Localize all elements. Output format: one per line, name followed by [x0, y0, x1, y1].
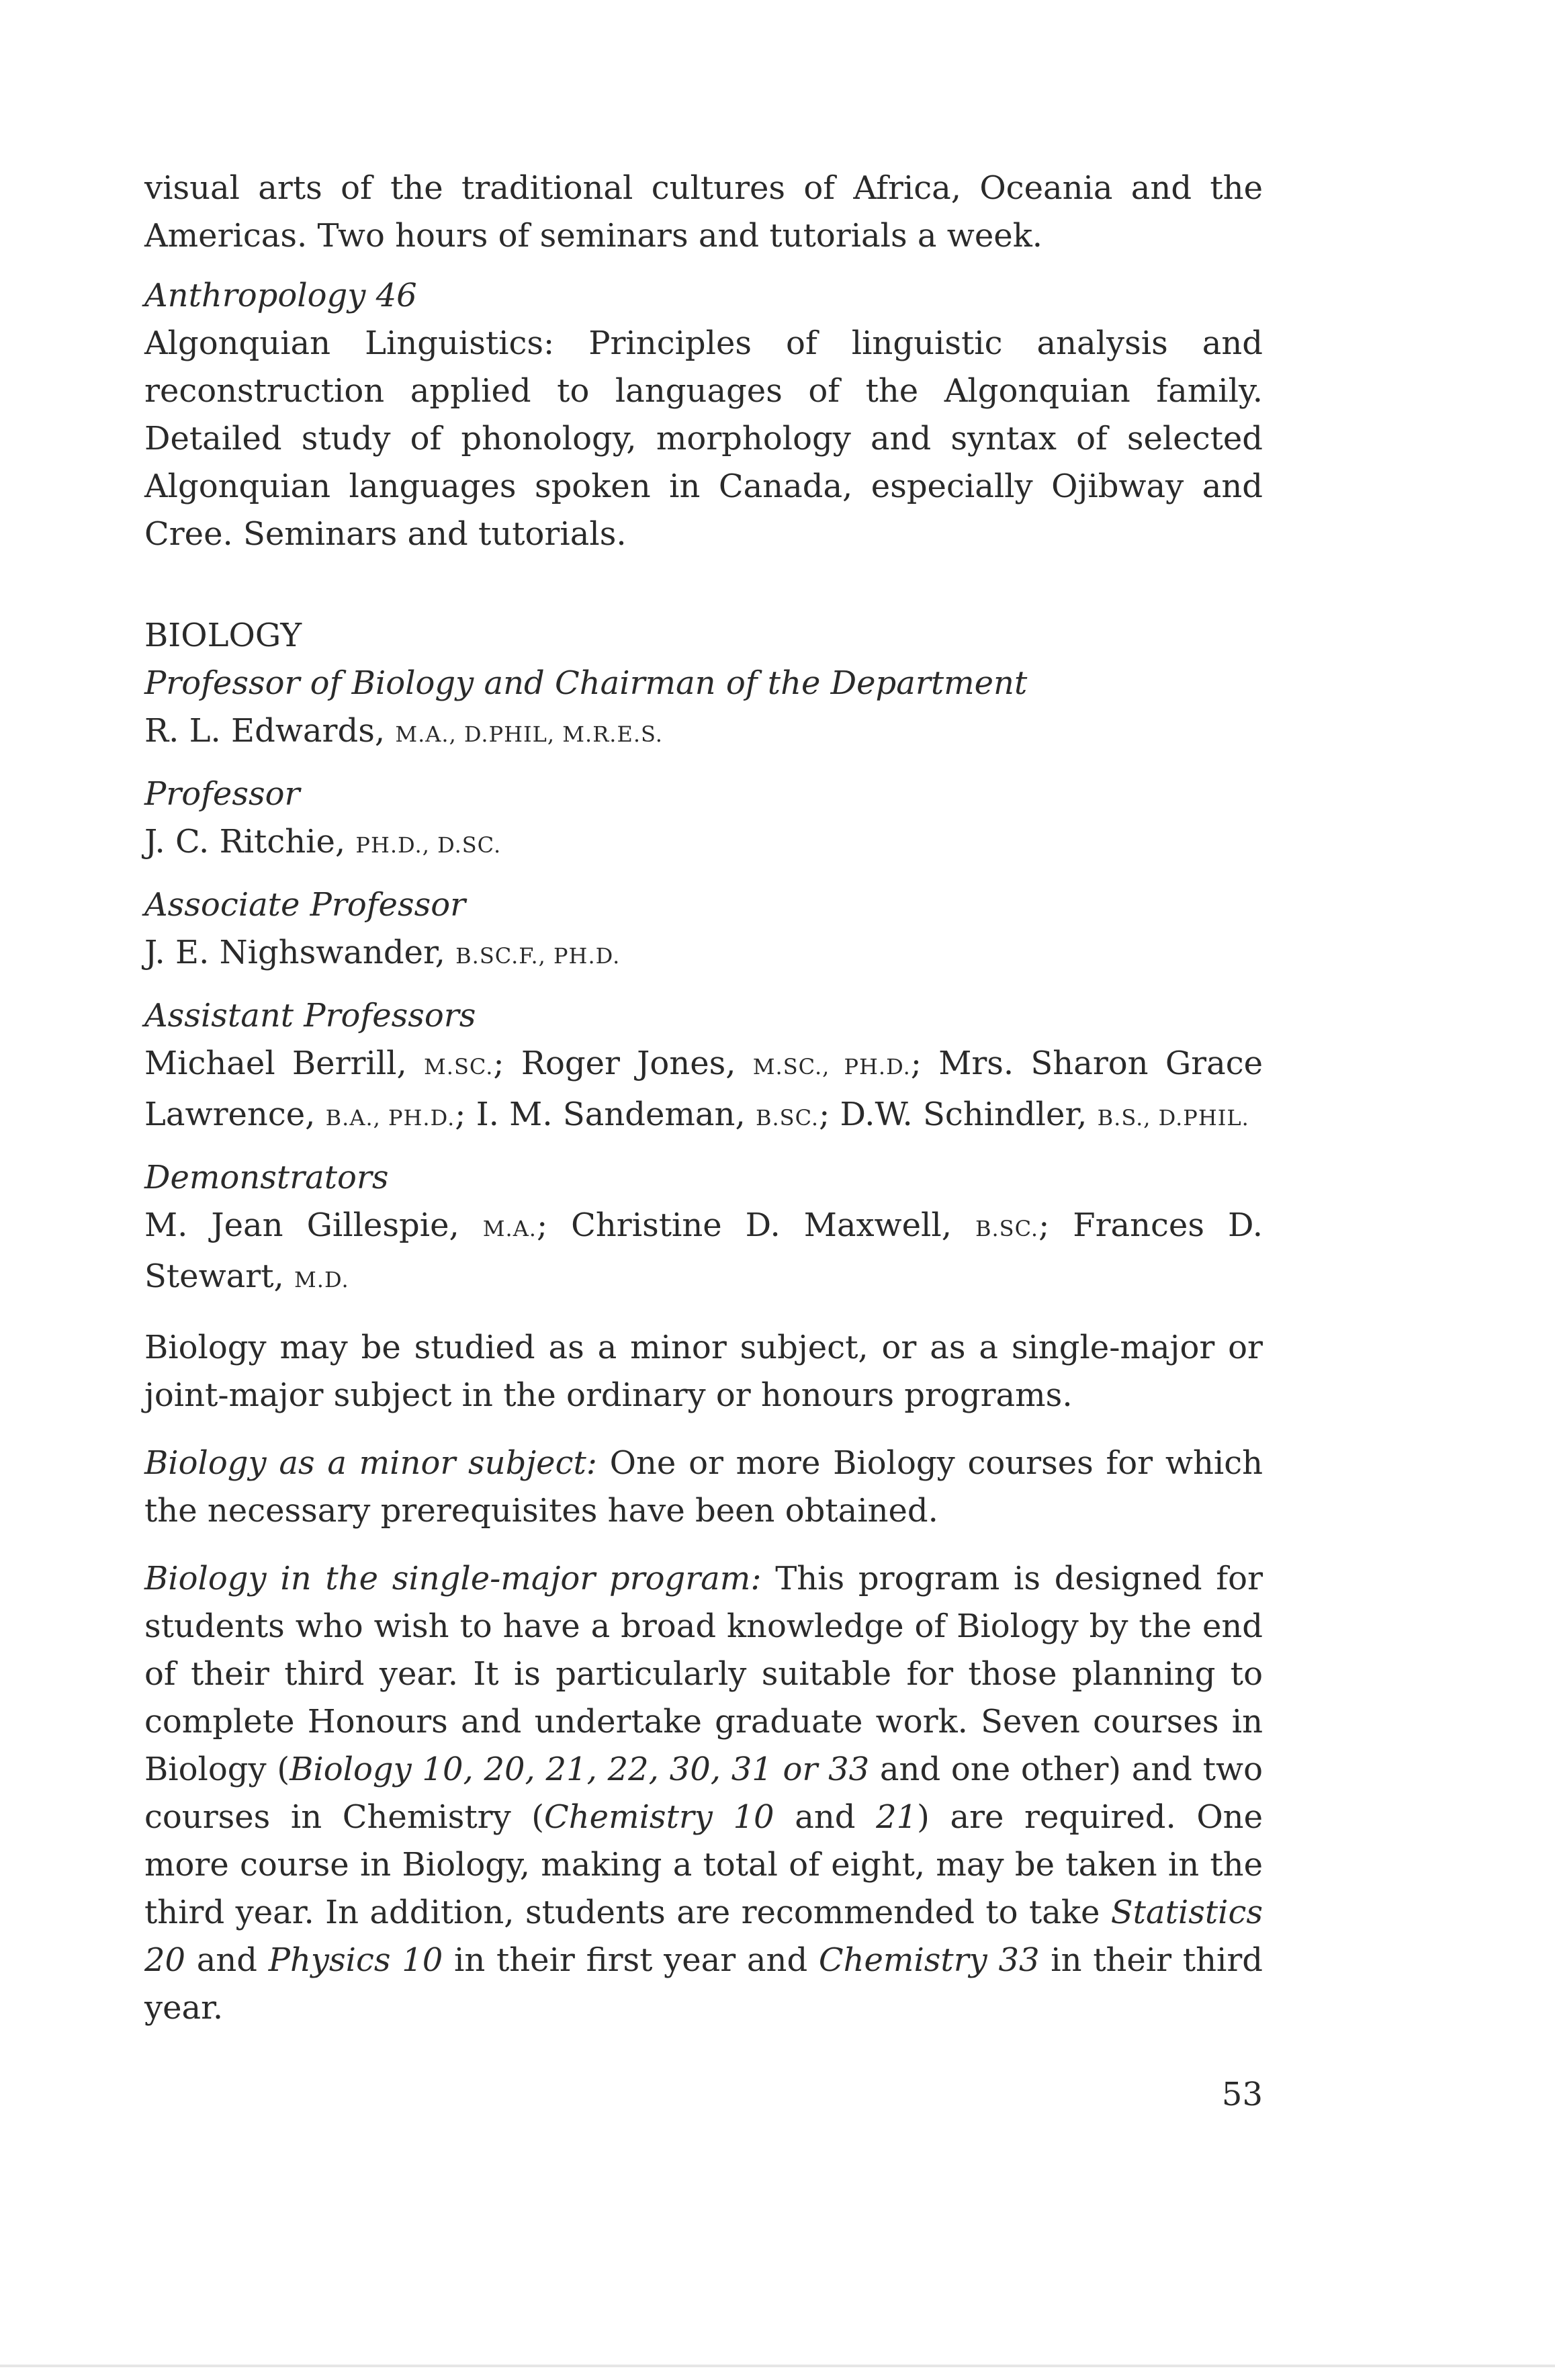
single-major-text: in their first year and	[443, 1941, 819, 1979]
professor-title: Professor	[144, 775, 300, 813]
single-major-text: and	[774, 1798, 877, 1836]
single-major-text: in their third year.	[144, 1941, 1263, 2027]
demonstrators-list	[144, 1202, 1263, 1304]
assistant-professors-title: Assistant Professors	[144, 997, 476, 1034]
minor-subject-label: Biology as a minor subject:	[144, 1444, 597, 1482]
minor-subject-text: One or more Biology courses for which the necessary prerequisites have been obtained.	[144, 1444, 1263, 1530]
minor-subject-paragraph	[144, 1440, 1263, 1535]
separator: ;	[455, 1096, 476, 1133]
intro-paragraph	[144, 165, 1263, 260]
single-major-text: This program is designed for students who wish to have a broad knowledge of Biology by the end of their third year. It is particularly suitable for those planning to complete Honours and undertake graduate work. Seven courses in Biology (	[144, 1560, 1263, 1788]
faculty-degrees: PH.D., D.SC.	[355, 832, 502, 858]
separator: ;	[1038, 1206, 1073, 1244]
course-reference: 21	[876, 1798, 918, 1836]
faculty-degrees: B.A., PH.D.	[325, 1105, 455, 1131]
assistant-professors-list	[144, 1040, 1263, 1142]
faculty-name: J. E. Nighswander,	[144, 934, 456, 971]
faculty-name: Frances D. Stewart,	[144, 1206, 1263, 1295]
page-content	[144, 165, 1263, 2032]
faculty-degrees: B.S., D.PHIL.	[1097, 1105, 1249, 1131]
associate-professor-entry	[144, 929, 1263, 980]
course-reference: Physics 10	[268, 1941, 443, 1979]
page-bottom-edge	[0, 2365, 1555, 2367]
course-reference: Biology 10, 20, 21, 22, 30, 31 or 33	[290, 1751, 870, 1788]
single-major-text: ) are required. One more course in Biology, making a total of eight, may be taken in the third year. In addition, students are recommended to take	[144, 1798, 1263, 1931]
biology-overview-paragraph: Biology may be studied as a minor subject, or as a single-major or joint-major subject in the ordinary or honours programs.	[144, 1329, 1263, 1414]
single-major-text: and one other) and two courses in Chemistry (	[144, 1751, 1263, 1836]
faculty-degrees: M.A.	[482, 1216, 537, 1241]
faculty-degrees: B.SC.F., PH.D.	[455, 943, 621, 969]
professor-entry	[144, 818, 1263, 869]
faculty-degrees: M.SC.	[424, 1054, 494, 1079]
separator: ;	[536, 1206, 572, 1244]
separator: ;	[819, 1096, 840, 1133]
faculty-name: R. L. Edwards,	[144, 712, 396, 750]
biology-section-heading: BIOLOGY	[144, 617, 302, 654]
faculty-name: Michael Berrill,	[144, 1045, 425, 1082]
faculty-degrees: B.SC.	[975, 1216, 1039, 1241]
anthropology-46-description: Algonquian Linguistics: Principles of linguistic analysis and reconstruction applied to languages of the Algonquian family. Detailed study of phonology, morphology and syntax of selected Algonquian languages spoken in Canada, especially Ojibway and Cree. Seminars and tutorials.	[144, 324, 1263, 553]
demonstrators-title: Demonstrators	[144, 1159, 389, 1196]
intro-line-2: Two hours of seminars and tutorials a week.	[317, 217, 1043, 255]
single-major-text: and	[185, 1941, 269, 1979]
intro-line-1: visual arts of the traditional cultures of Africa, Oceania and the Americas.	[144, 169, 1263, 255]
course-reference: Statistics 20	[144, 1894, 1263, 1979]
course-reference: Chemistry 10	[544, 1798, 774, 1836]
anthropology-46-heading: Anthropology 46	[144, 277, 417, 314]
faculty-name: Christine D. Maxwell,	[571, 1206, 975, 1244]
associate-professor-title: Associate Professor	[144, 886, 466, 924]
chairman-title: Professor of Biology and Chairman of the Department	[144, 664, 1028, 702]
single-major-label: Biology in the single-major program:	[144, 1560, 762, 1597]
separator: ;	[493, 1045, 521, 1082]
separator: ;	[910, 1045, 939, 1082]
faculty-name: J. C. Ritchie,	[144, 823, 356, 861]
faculty-name: M. Jean Gillespie,	[144, 1206, 483, 1244]
chairman-entry	[144, 707, 1263, 758]
course-reference: Chemistry 33	[818, 1941, 1040, 1979]
faculty-degrees: B.SC.	[755, 1105, 819, 1131]
single-major-paragraph	[144, 1555, 1263, 2032]
faculty-degrees: M.SC., PH.D.	[752, 1054, 911, 1079]
faculty-name: Mrs. Sharon Grace Lawrence,	[144, 1045, 1263, 1133]
faculty-name: D.W. Schindler,	[840, 1096, 1098, 1133]
faculty-degrees: M.D.	[294, 1267, 349, 1292]
faculty-name: I. M. Sandeman,	[476, 1096, 756, 1133]
faculty-name: Roger Jones,	[521, 1045, 753, 1082]
page-number: 53	[1221, 2076, 1263, 2113]
faculty-degrees: M.A., D.PHIL, M.R.E.S.	[395, 721, 663, 747]
